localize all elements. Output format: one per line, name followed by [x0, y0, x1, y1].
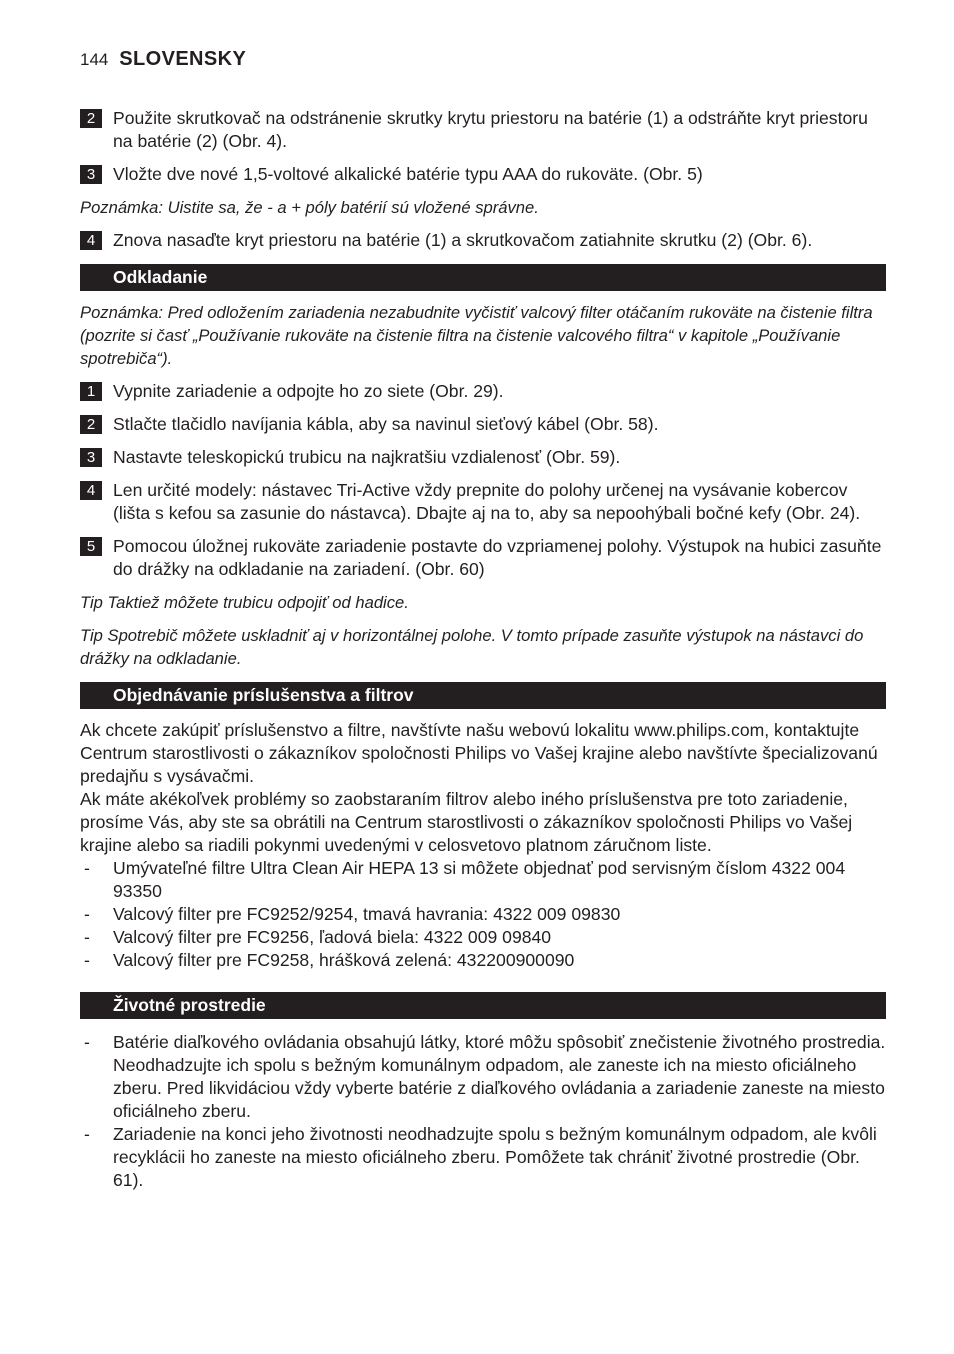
storage-tip-1: Tip Taktiež môžete trubicu odpojiť od hadice. — [80, 593, 409, 612]
section-heading-environment: Životné prostredie — [80, 992, 886, 1019]
step-item — [80, 413, 886, 436]
step-text: Pomocou úložnej rukoväte zariadenie postavte do vzpriamenej polohy. Výstupok na hubici zasuňte do drážky na odkladanie na zariadení. (Obr. 60) — [113, 536, 882, 579]
accessories-paragraph-1: Ak chcete zakúpiť príslušenstvo a filtre, navštívte našu webovú lokalitu www.philips.com, kontaktujte Centrum starostlivosti o zákazníkov spoločnosti Philips vo Vašej krajine alebo navštívte špecializovanú predajňu s vysávačmi. — [80, 720, 878, 786]
list-item — [80, 857, 886, 903]
step-text: Vložte dve nové 1,5-voltové alkalické batérie typu AAA do rukoväte. (Obr. 5) — [113, 164, 703, 184]
page-header — [80, 48, 246, 71]
step-item — [80, 107, 886, 153]
list-item-text: Batérie diaľkového ovládania obsahujú látky, ktoré môžu spôsobiť znečistenie životného prostredia. Neodhadzujte ich spolu s bežným komunálnym odpadom, ale zaneste ich na miesto oficiálneho zberu. Pred likvidáciou vždy vyberte batérie z diaľkového ovládania a zariadenie zaneste na miesto oficiálneho zberu. — [113, 1032, 886, 1121]
step-number: 2 — [80, 109, 102, 128]
list-item — [80, 1031, 886, 1123]
step-number: 2 — [80, 415, 102, 434]
page-content — [80, 107, 886, 1192]
step-number: 5 — [80, 537, 102, 556]
step-number: 4 — [80, 231, 102, 250]
list-item-text: Zariadenie na konci jeho životnosti neodhadzujte spolu s bežným komunálnym odpadom, ale kvôli recyklácii ho zaneste na miesto oficiálneho zberu. Pomôžete tak chrániť životné prostredie (Obr. 61). — [113, 1124, 877, 1190]
step-item — [80, 479, 886, 525]
dash-bullet: - — [84, 950, 90, 970]
list-item — [80, 1123, 886, 1192]
list-item — [80, 949, 886, 972]
step-item — [80, 535, 886, 581]
section-heading-storage: Odkladanie — [80, 264, 886, 291]
list-item-text: Valcový filter pre FC9258, hrášková zelená: 432200900090 — [113, 950, 575, 970]
dash-bullet: - — [84, 1032, 90, 1052]
step-text: Stlačte tlačidlo navíjania kábla, aby sa navinul sieťový kábel (Obr. 58). — [113, 414, 659, 434]
accessories-paragraph-2: Ak máte akékoľvek problémy so zaobstaraním filtrov alebo iného príslušenstva pre toto zariadenie, prosíme Vás, aby ste sa obrátili na Centrum starostlivosti o zákazníkov spoločnosti Philips vo Vašej krajine alebo sa riadili pokynmi uvedenými v celosvetovo platnom záručnom liste. — [80, 789, 853, 855]
battery-note: Poznámka: Uistite sa, že - a + póly batérií sú vložené správne. — [80, 198, 539, 217]
dash-bullet: - — [84, 1124, 90, 1144]
step-item — [80, 229, 886, 252]
dash-bullet: - — [84, 927, 90, 947]
step-text: Nastavte teleskopickú trubicu na najkratšiu vzdialenosť (Obr. 59). — [113, 447, 621, 467]
storage-note: Poznámka: Pred odložením zariadenia nezabudnite vyčistiť valcový filter otáčaním rukoväte na čistenie filtra (pozrite si časť „Používanie rukoväte na čistenie filtra na čistenie valcového filtra“ v kapitole „Používanie spotrebiča“). — [80, 303, 873, 368]
step-text: Vypnite zariadenie a odpojte ho zo siete (Obr. 29). — [113, 381, 504, 401]
step-item — [80, 380, 886, 403]
accessories-list — [80, 857, 886, 972]
step-item — [80, 163, 886, 186]
step-text: Použite skrutkovač na odstránenie skrutky krytu priestoru na batérie (1) a odstráňte kryt priestoru na batérie (2) (Obr. 4). — [113, 108, 868, 151]
page-number: 144 — [80, 50, 109, 69]
step-text: Len určité modely: nástavec Tri-Active vždy prepnite do polohy určenej na vysávanie kobercov (lišta s kefou sa zasunie do nástavca). Dbajte aj na to, aby sa nepoohýbali bočné kefy (Obr. 24). — [113, 480, 861, 523]
step-number: 1 — [80, 382, 102, 401]
list-item — [80, 926, 886, 949]
environment-list — [80, 1031, 886, 1192]
step-text: Znova nasaďte kryt priestoru na batérie (1) a skrutkovačom zatiahnite skrutku (2) (Obr. 6). — [113, 230, 813, 250]
list-item-text: Valcový filter pre FC9256, ľadová biela: 4322 009 09840 — [113, 927, 552, 947]
step-number: 3 — [80, 448, 102, 467]
dash-bullet: - — [84, 858, 90, 878]
list-item — [80, 903, 886, 926]
step-number: 4 — [80, 481, 102, 500]
dash-bullet: - — [84, 904, 90, 924]
page-language: SLOVENSKY — [119, 48, 247, 70]
step-number: 3 — [80, 165, 102, 184]
step-item — [80, 446, 886, 469]
list-item-text: Valcový filter pre FC9252/9254, tmavá havrania: 4322 009 09830 — [113, 904, 621, 924]
list-item-text: Umývateľné filtre Ultra Clean Air HEPA 13 si môžete objednať pod servisným číslom 4322 004 93350 — [113, 858, 846, 901]
storage-tip-2: Tip Spotrebič môžete uskladniť aj v horizontálnej polohe. V tomto prípade zasuňte výstupok na nástavci do drážky na odkladanie. — [80, 626, 864, 668]
section-heading-accessories: Objednávanie príslušenstva a filtrov — [80, 682, 886, 709]
